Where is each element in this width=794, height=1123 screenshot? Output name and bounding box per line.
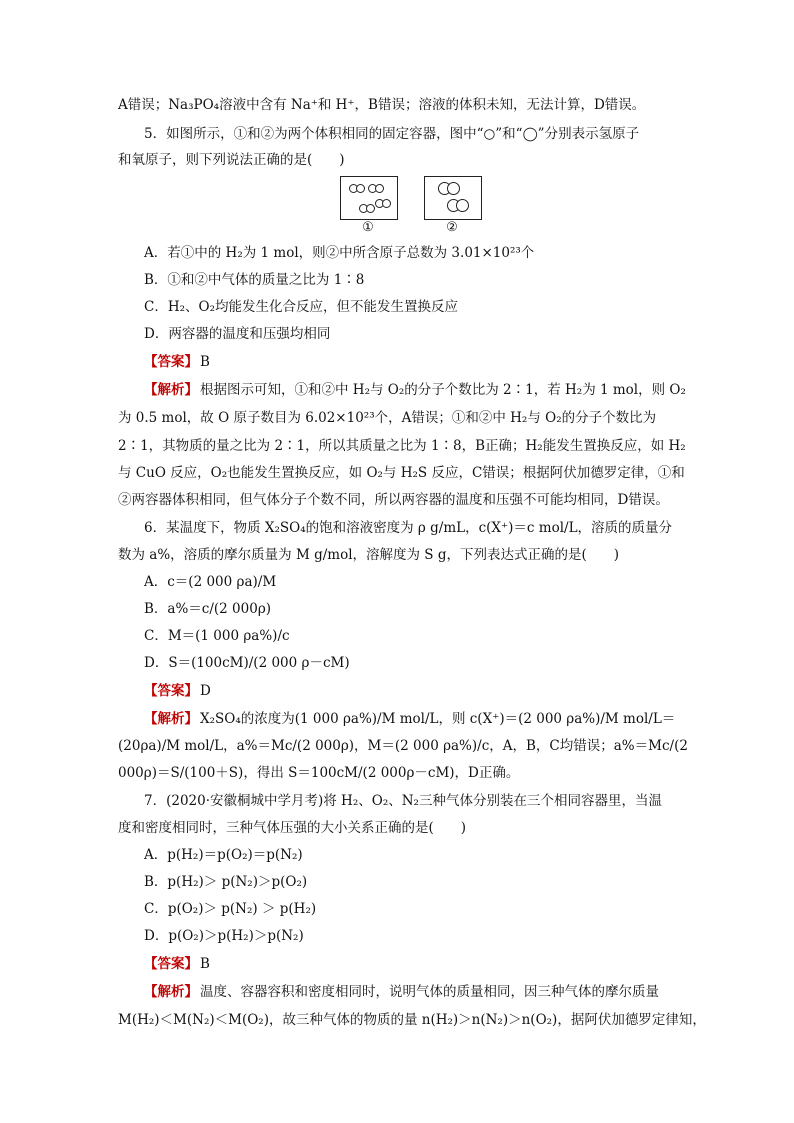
answer-tag: 【答案】 xyxy=(144,683,198,699)
analysis-5-line: ②两容器体积相同，但气体分子个数不同，所以两容器的温度和压强不可能均相同，D错误。 xyxy=(118,492,669,508)
analysis-5-line: 为 0.5 mol，故 O 原子数目为 6.02×10²³个，A错误；①和②中 H₂与 O₂的分子个数比为 xyxy=(118,410,657,426)
analysis-tag: 【解析】 xyxy=(144,984,198,1000)
hydrogen-atom-icon xyxy=(356,184,365,193)
oxygen-atom-icon xyxy=(456,199,469,212)
text-line: A错误；Na₃PO₄溶液中含有 Na⁺和 H⁺，B错误；溶液的体积未知，无法计算，D错误。 xyxy=(118,97,646,113)
analysis-tag: 【解析】 xyxy=(144,711,198,727)
analysis-tag: 【解析】 xyxy=(144,382,198,398)
answer-value: B xyxy=(200,956,210,972)
option-c: C．H₂、O₂均能发生化合反应，但不能发生置换反应 xyxy=(144,299,458,315)
option-d: D．S＝(100cM)/(2 000 ρ－cM) xyxy=(144,655,350,671)
analysis-5-line: 与 CuO 反应，O₂也能发生置换反应，如 O₂与 H₂S 反应，C错误；根据阿伏加德罗定律，①和 xyxy=(118,465,685,481)
analysis-6-line: (20ρa)/M mol/L，a%＝Mc/(2 000ρ)，M＝(2 000 ρa%)/c，A，B，C均错误；a%＝Mc/(2 xyxy=(118,738,688,754)
option-b: B．p(H₂)＞ p(N₂)＞p(O₂) xyxy=(144,874,308,890)
question-7-stem: 7．(2020·安徽桐城中学月考)将 H₂、O₂、N₂三种气体分别装在三个相同容器里，当温 xyxy=(144,793,662,809)
answer-5 xyxy=(144,352,704,372)
question-6-stem: 6．某温度下，物质 X₂SO₄的饱和溶液密度为 ρ g/mL，c(X⁺)＝c mol/L，溶质的质量分 xyxy=(144,520,673,536)
answer-value: D xyxy=(200,683,211,699)
analysis-6 xyxy=(144,709,704,729)
container-2-label: ② xyxy=(446,220,458,235)
option-b: B．①和②中气体的质量之比为 1∶8 xyxy=(144,272,365,288)
analysis-text: 根据图示可知，①和②中 H₂与 O₂的分子个数比为 2∶1，若 H₂为 1 mol，则 O₂ xyxy=(200,382,686,398)
answer-7 xyxy=(144,954,704,974)
option-c: C．p(O₂)＞ p(N₂) ＞ p(H₂) xyxy=(144,901,317,917)
analysis-5-line: 2∶1，其物质的量之比为 2∶1，所以其质量之比为 1∶8，B正确；H₂能发生置换反应，如 H₂ xyxy=(118,438,686,454)
option-c: C．M＝(1 000 ρa%)/c xyxy=(144,628,290,644)
analysis-text: X₂SO₄的浓度为(1 000 ρa%)/M mol/L，则 c(X⁺)＝(2 000 ρa%)/M mol/L＝ xyxy=(200,711,676,727)
option-a: A．若①中的 H₂为 1 mol，则②中所含原子总数为 3.01×10²³个 xyxy=(144,245,535,261)
option-b: B．a%＝c/(2 000ρ) xyxy=(144,601,272,617)
hydrogen-atom-icon xyxy=(382,199,391,208)
question-5-stem: 5．如图所示，①和②为两个体积相同的固定容器，图中“○”和“◯”分别表示氢原子 xyxy=(144,126,640,142)
question-7-stem-cont: 度和密度相同时，三种气体压强的大小关系正确的是( ) xyxy=(118,820,467,836)
hydrogen-atom-icon xyxy=(366,204,375,213)
question-6-stem-cont: 数为 a%，溶质的摩尔质量为 M g/mol，溶解度为 S g，下列表达式正确的是( ) xyxy=(118,547,620,563)
analysis-text: 温度、容器容积和密度相同时，说明气体的质量相同，因三种气体的摩尔质量 xyxy=(200,984,659,1000)
answer-tag: 【答案】 xyxy=(144,354,198,370)
oxygen-atom-icon xyxy=(447,182,460,195)
answer-6 xyxy=(144,681,704,701)
container-figure xyxy=(340,176,482,240)
analysis-5 xyxy=(144,380,704,400)
answer-value: B xyxy=(200,354,210,370)
option-a: A．c＝(2 000 ρa)/M xyxy=(144,574,277,590)
analysis-7-line: M(H₂)＜M(N₂)＜M(O₂)，故三种气体的物质的量 n(H₂)＞n(N₂)＞n(O₂)，据阿伏加德罗定律知， xyxy=(118,1012,706,1028)
container-1 xyxy=(340,176,398,220)
option-d: D．两容器的温度和压强均相同 xyxy=(144,326,331,342)
hydrogen-atom-icon xyxy=(375,184,384,193)
container-2 xyxy=(424,176,482,220)
answer-tag: 【答案】 xyxy=(144,956,198,972)
question-5-stem-cont: 和氧原子，则下列说法正确的是( ) xyxy=(118,152,345,168)
container-1-label: ① xyxy=(362,220,374,235)
analysis-6-line: 000ρ)＝S/(100＋S)，得出 S＝100cM/(2 000ρ－cM)，D正确。 xyxy=(118,765,520,781)
analysis-7 xyxy=(144,982,704,1002)
option-d: D．p(O₂)＞p(H₂)＞p(N₂) xyxy=(144,928,304,944)
option-a: A．p(H₂)＝p(O₂)＝p(N₂) xyxy=(144,847,303,863)
